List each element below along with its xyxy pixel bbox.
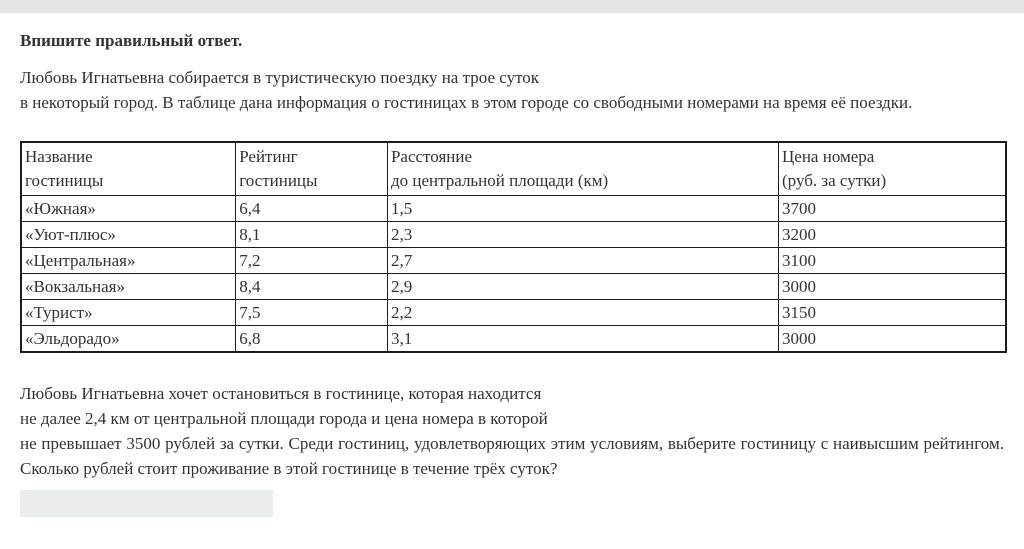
table-header-row: [21, 142, 1006, 196]
cell-hotel-distance: 1,5: [387, 196, 778, 222]
cell-hotel-distance: 3,1: [387, 326, 778, 353]
cell-hotel-distance: 2,3: [387, 222, 778, 248]
cell-hotel-rating: 6,8: [236, 326, 388, 353]
column-header-rating: Рейтинг гостиницы: [236, 142, 388, 196]
answer-input[interactable]: [20, 490, 273, 517]
cell-hotel-distance: 2,7: [387, 248, 778, 274]
cell-hotel-distance: 2,2: [387, 300, 778, 326]
hotel-table-body: [21, 196, 1006, 353]
cell-hotel-price: 3100: [779, 248, 1006, 274]
cell-hotel-rating: 7,2: [236, 248, 388, 274]
cell-hotel-name: «Центральная»: [21, 248, 236, 274]
cell-hotel-price: 3150: [779, 300, 1006, 326]
cell-hotel-distance: 2,9: [387, 274, 778, 300]
top-bar: [0, 0, 1024, 13]
question-line-2: не далее 2,4 км от центральной площади города и цена номера в которой: [20, 409, 548, 428]
cell-hotel-name: «Уют-плюс»: [21, 222, 236, 248]
hotel-table: [20, 141, 1007, 353]
column-header-distance: Расстояние до центральной площади (км): [387, 142, 778, 196]
table-row: [21, 248, 1006, 274]
cell-hotel-rating: 7,5: [236, 300, 388, 326]
column-header-price: Цена номера (руб. за сутки): [779, 142, 1006, 196]
cell-hotel-name: «Турист»: [21, 300, 236, 326]
task-content: [0, 13, 1024, 517]
cell-hotel-name: «Вокзальная»: [21, 274, 236, 300]
table-row: [21, 300, 1006, 326]
intro-line-2: в некоторый город. В таблице дана информация о гостиницах в этом городе со свободными номерами на время её поездки.: [20, 93, 913, 112]
cell-hotel-price: 3000: [779, 274, 1006, 300]
cell-hotel-rating: 8,1: [236, 222, 388, 248]
cell-hotel-name: «Эльдорадо»: [21, 326, 236, 353]
cell-hotel-rating: 6,4: [236, 196, 388, 222]
table-row: [21, 274, 1006, 300]
table-row: [21, 326, 1006, 353]
intro-paragraph: [20, 65, 1004, 115]
cell-hotel-name: «Южная»: [21, 196, 236, 222]
table-row: [21, 196, 1006, 222]
question-line-1: Любовь Игнатьевна хочет остановиться в гостинице, которая находится: [20, 384, 542, 403]
table-row: [21, 222, 1006, 248]
cell-hotel-price: 3200: [779, 222, 1006, 248]
cell-hotel-price: 3000: [779, 326, 1006, 353]
intro-line-1: Любовь Игнатьевна собирается в туристическую поездку на трое суток: [20, 68, 540, 87]
column-header-name: Название гостиницы: [21, 142, 236, 196]
cell-hotel-rating: 8,4: [236, 274, 388, 300]
cell-hotel-price: 3700: [779, 196, 1006, 222]
question-paragraph: [20, 381, 1004, 481]
question-rest: не превышает 3500 рублей за сутки. Среди гостиниц, удовлетворяющих этим условиям, выберите гостиницу с наивысшим рейтингом. Сколько рублей стоит проживание в этой гостинице в течение трёх суток?: [20, 434, 1004, 478]
task-instruction: Впишите правильный ответ.: [20, 31, 243, 50]
